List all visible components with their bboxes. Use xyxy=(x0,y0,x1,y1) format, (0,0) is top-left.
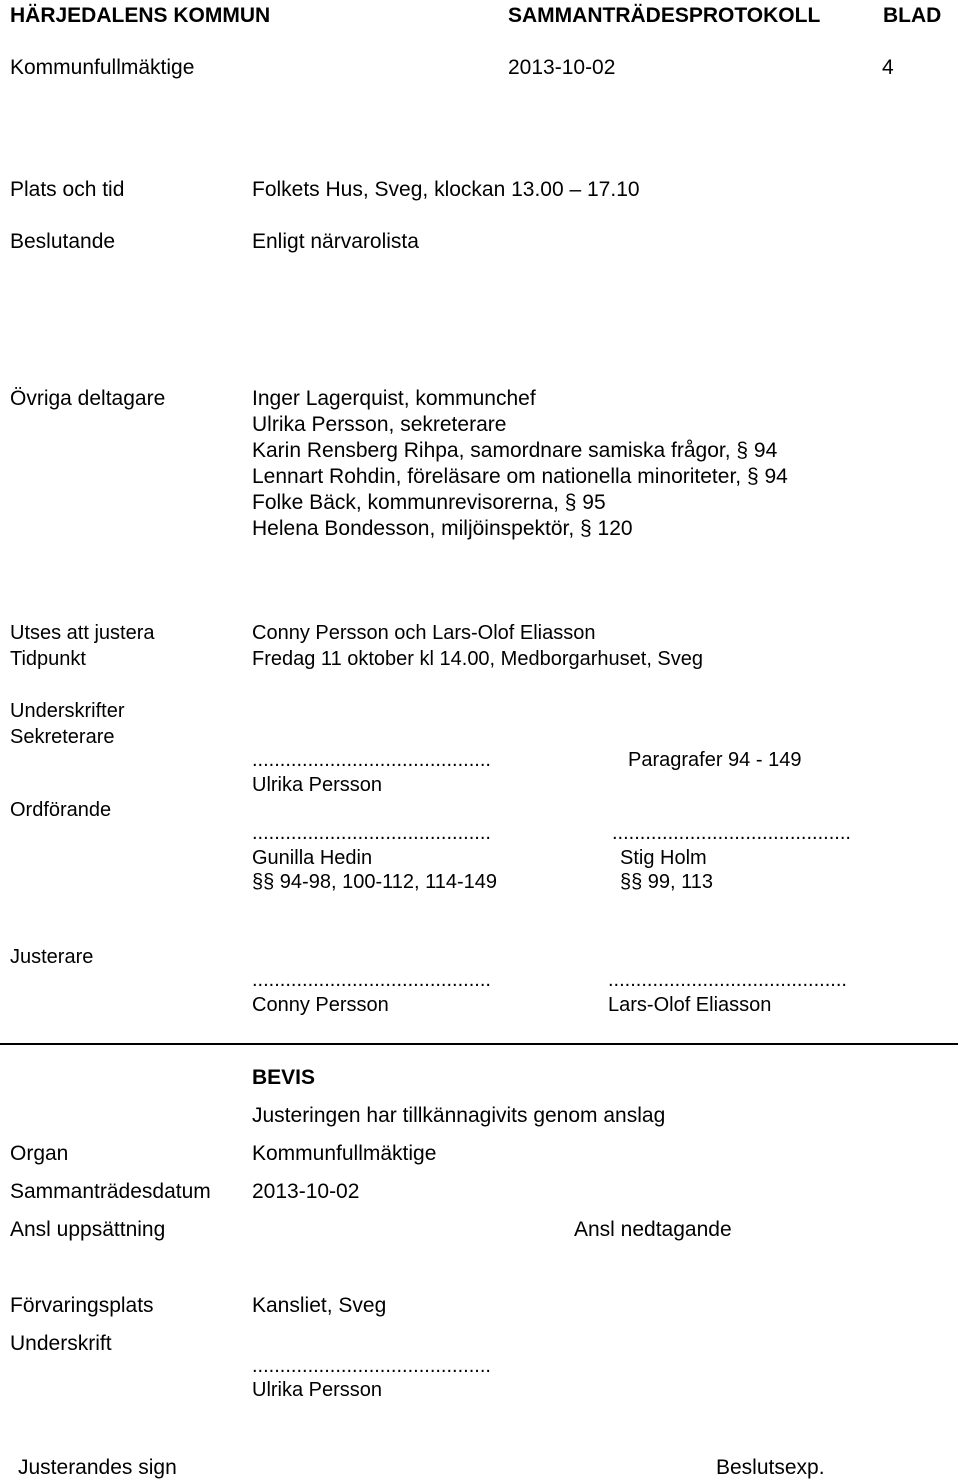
storage-value: Kansliet, Sveg xyxy=(252,1294,387,1317)
chair-sections-left: §§ 94-98, 100-112, 114-149 xyxy=(252,871,498,893)
place-value: Folkets Hus, Sveg, klockan 13.00 – 17.10 xyxy=(252,178,640,201)
page-number: 4 xyxy=(882,56,894,79)
header-date: 2013-10-02 xyxy=(508,56,616,79)
section-divider xyxy=(0,1043,958,1045)
decision-label: Beslutande xyxy=(10,230,116,253)
decision-value: Enligt närvarolista xyxy=(252,230,419,253)
paragraphs-range: Paragrafer 94 - 149 xyxy=(628,749,802,771)
chair-sections-right: §§ 99, 113 xyxy=(620,871,714,893)
footer-decision-dispatch: Beslutsexp. xyxy=(716,1456,825,1479)
participant-line: Karin Rensberg Rihpa, samordnare samiska frågor, § 94 xyxy=(252,439,778,462)
signatures-label: Underskrifter xyxy=(10,700,125,722)
adjust-value: Conny Persson och Lars-Olof Eliasson xyxy=(252,622,596,644)
secretary-label: Sekreterare xyxy=(10,726,115,748)
removal-label: Ansl nedtagande xyxy=(574,1218,732,1241)
posting-label: Ansl uppsättning xyxy=(10,1218,166,1241)
chair-signature-line-left: ........................................... xyxy=(252,822,491,844)
others-label: Övriga deltagare xyxy=(10,387,166,410)
organ-value: Kommunfullmäktige xyxy=(252,1142,437,1165)
document-type: SAMMANTRÄDESPROTOKOLL xyxy=(508,4,821,27)
adjuster-name-left: Conny Persson xyxy=(252,994,389,1016)
adjuster-signature-line-right: ........................................... xyxy=(608,969,847,991)
organ-label: Organ xyxy=(10,1142,69,1165)
storage-label: Förvaringsplats xyxy=(10,1294,154,1317)
proof-statement: Justeringen har tillkännagivits genom anslag xyxy=(252,1104,666,1127)
blad-label: BLAD xyxy=(883,4,942,27)
secretary-name: Ulrika Persson xyxy=(252,774,383,796)
signature-label: Underskrift xyxy=(10,1332,112,1355)
meeting-date-label: Sammanträdesdatum xyxy=(10,1180,211,1203)
header-body: Kommunfullmäktige xyxy=(10,56,195,79)
chair-signature-line-right: ........................................... xyxy=(612,822,851,844)
proof-title: BEVIS xyxy=(252,1066,316,1089)
signature-name: Ulrika Persson xyxy=(252,1379,383,1401)
participant-line: Ulrika Persson, sekreterare xyxy=(252,413,507,436)
participant-line: Inger Lagerquist, kommunchef xyxy=(252,387,536,410)
adjusters-label: Justerare xyxy=(10,946,94,968)
footer-adjusters-sign: Justerandes sign xyxy=(18,1456,177,1479)
time-label: Tidpunkt xyxy=(10,648,86,670)
participant-line: Lennart Rohdin, föreläsare om nationella minoriteter, § 94 xyxy=(252,465,788,488)
municipality-name: HÄRJEDALENS KOMMUN xyxy=(10,4,271,27)
secretary-signature-line: ........................................... xyxy=(252,749,491,771)
adjuster-signature-line-left: ........................................... xyxy=(252,969,491,991)
meeting-date-value: 2013-10-02 xyxy=(252,1180,360,1203)
chair-name-left: Gunilla Hedin xyxy=(252,847,373,869)
adjuster-name-right: Lars-Olof Eliasson xyxy=(608,994,772,1016)
participant-line: Helena Bondesson, miljöinspektör, § 120 xyxy=(252,517,633,540)
signature-line: ........................................... xyxy=(252,1355,491,1377)
chair-label: Ordförande xyxy=(10,799,112,821)
participant-line: Folke Bäck, kommunrevisorerna, § 95 xyxy=(252,491,606,514)
adjust-label: Utses att justera xyxy=(10,622,155,644)
place-label: Plats och tid xyxy=(10,178,125,201)
time-value: Fredag 11 oktober kl 14.00, Medborgarhuset, Sveg xyxy=(252,648,704,670)
chair-name-right: Stig Holm xyxy=(620,847,707,869)
